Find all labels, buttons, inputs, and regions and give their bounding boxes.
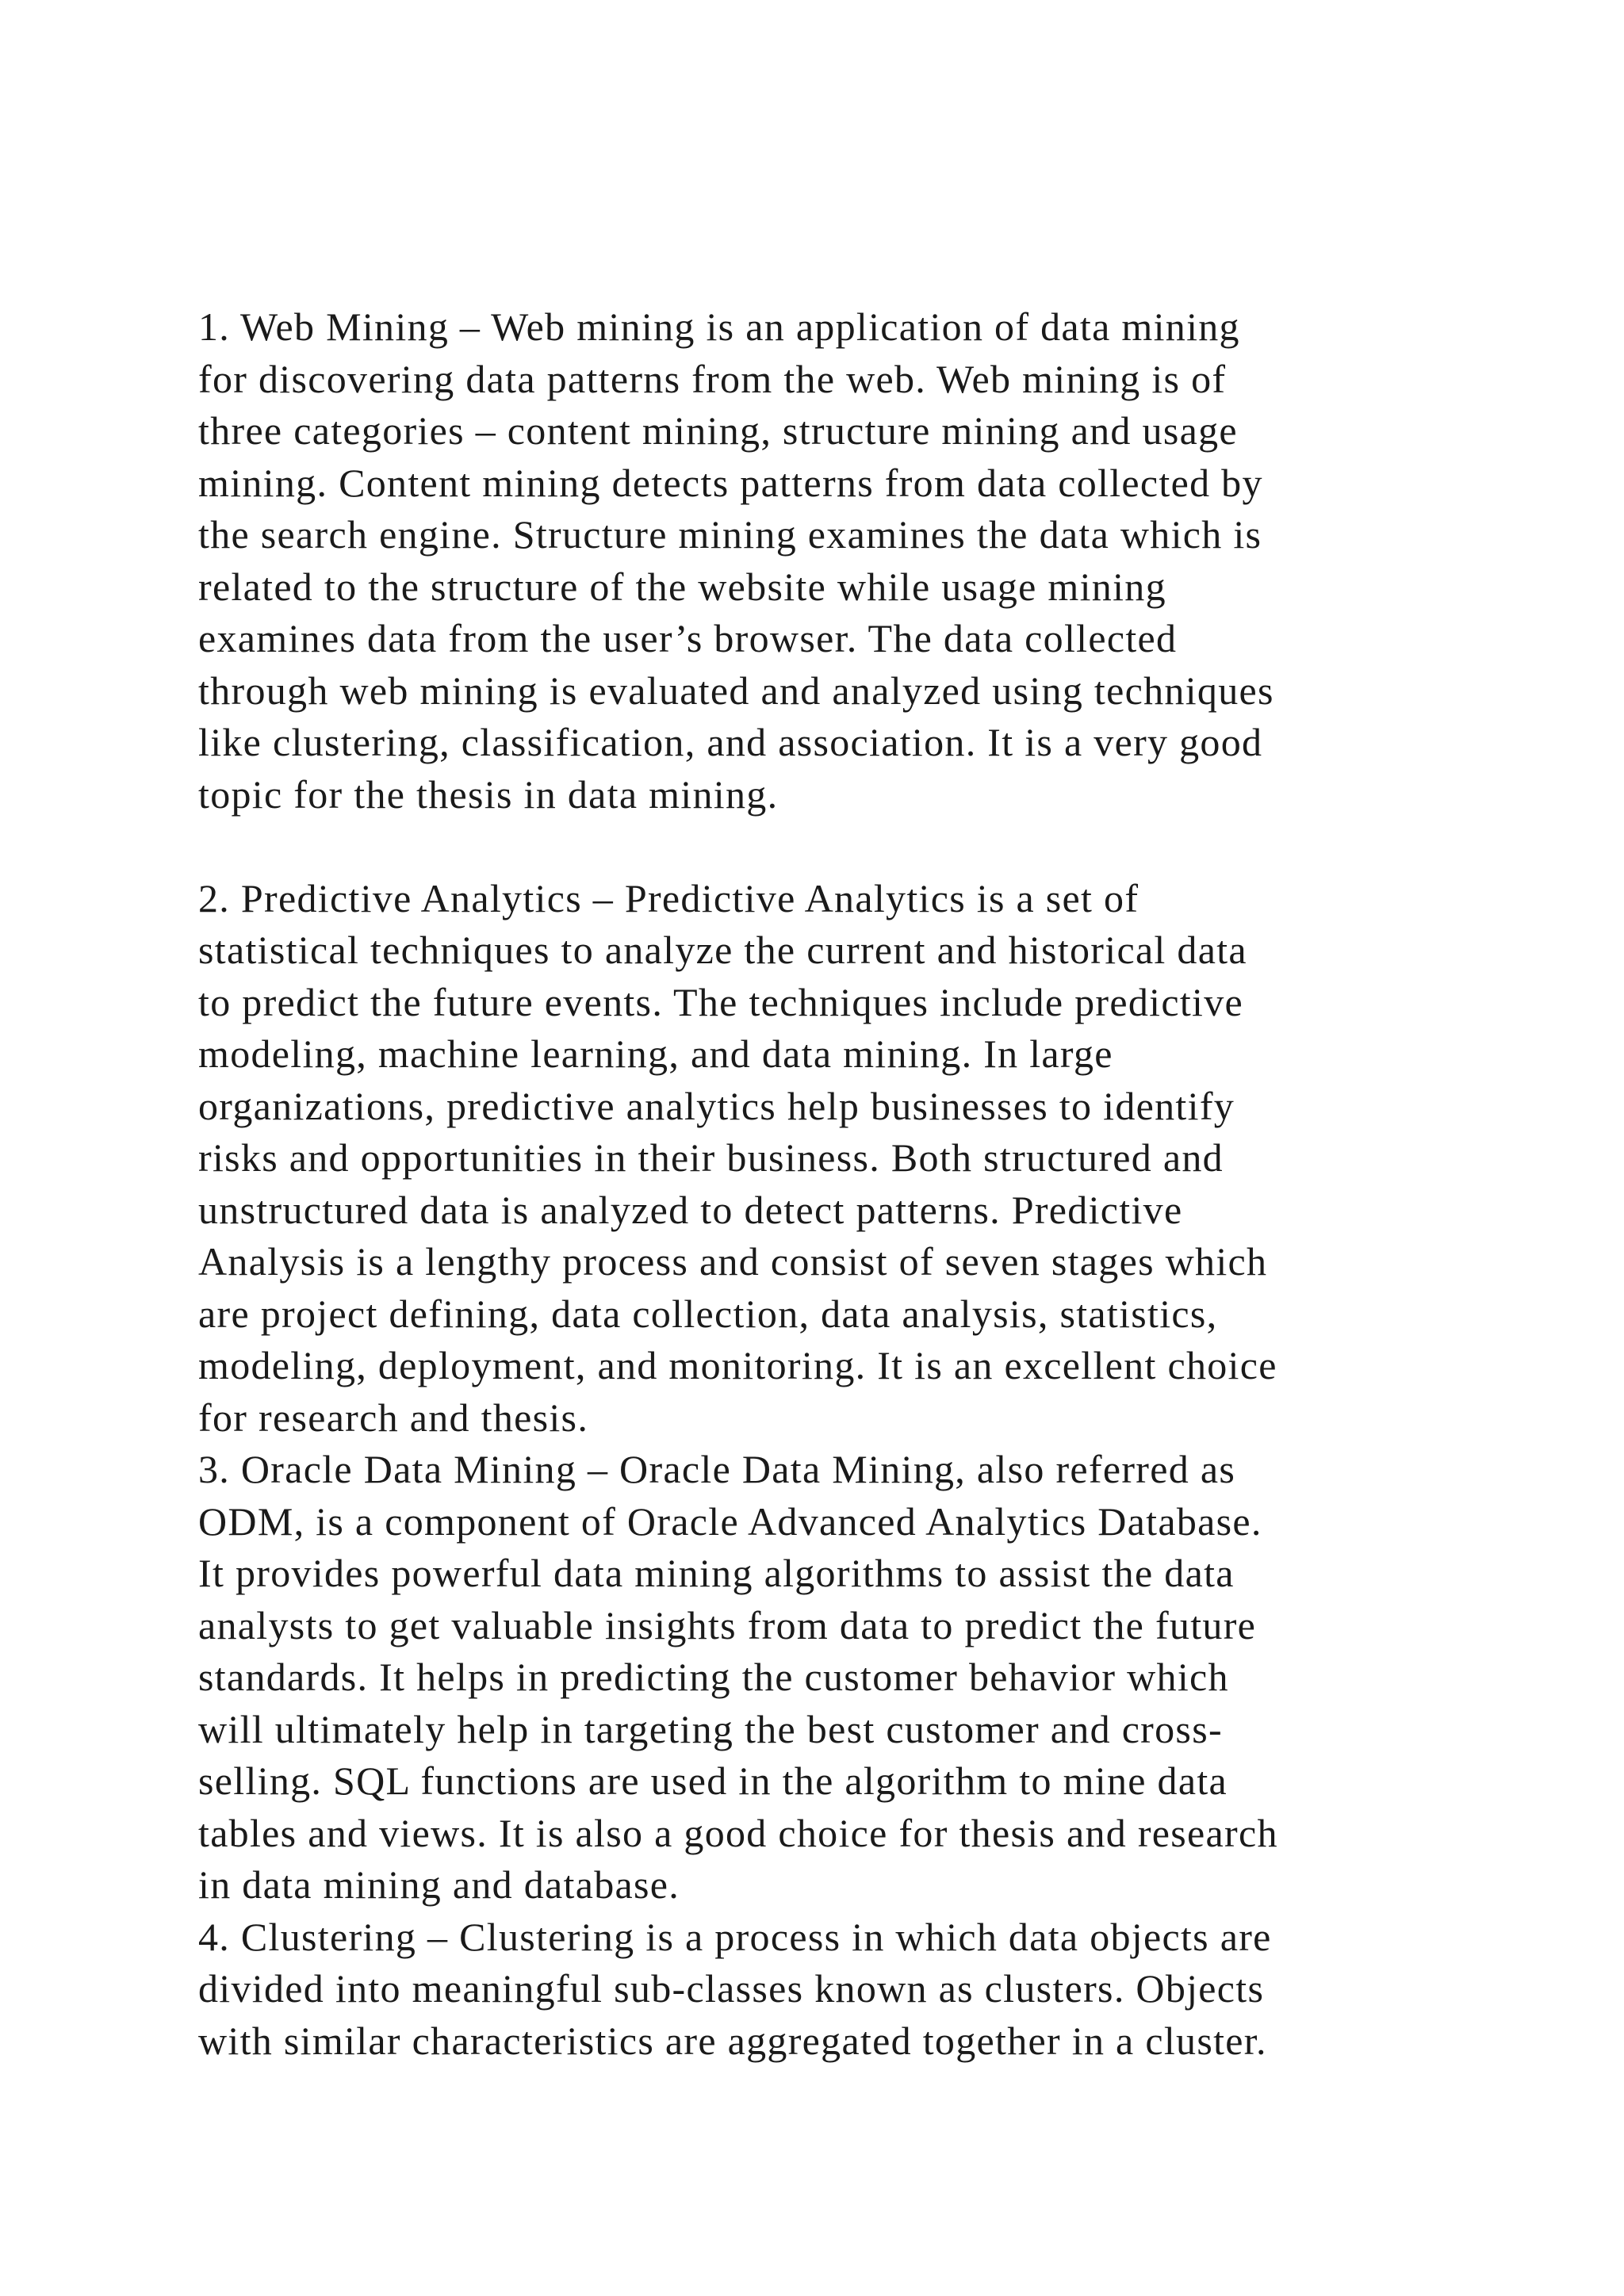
text-line: It provides powerful data mining algorithms to assist the data xyxy=(198,1551,1235,1595)
text-line: analysts to get valuable insights from data to predict the future xyxy=(198,1602,1257,1647)
text-line: 4. Clustering – Clustering is a process in which data objects are xyxy=(198,1914,1272,1959)
text-line: selling. SQL functions are used in the algorithm to mine data xyxy=(198,1758,1228,1803)
text-line: risks and opportunities in their business. Both structured and xyxy=(198,1135,1224,1180)
text-line: 3. Oracle Data Mining – Oracle Data Mining, also referred as xyxy=(198,1447,1236,1491)
text-line: in data mining and database. xyxy=(198,1862,680,1907)
text-line: mining. Content mining detects patterns from data collected by xyxy=(198,460,1263,505)
text-line: the search engine. Structure mining examines the data which is xyxy=(198,512,1262,557)
text-line: will ultimately help in targeting the best customer and cross- xyxy=(198,1706,1223,1751)
blank-line xyxy=(198,821,1483,873)
text-line: topic for the thesis in data mining. xyxy=(198,771,779,817)
text-line: statistical techniques to analyze the current and historical data xyxy=(198,928,1247,972)
text-line: modeling, machine learning, and data mining. In large xyxy=(198,1031,1113,1076)
text-line: three categories – content mining, structure mining and usage xyxy=(198,408,1238,453)
text-line: Analysis is a lengthy process and consist of seven stages which xyxy=(198,1239,1268,1284)
text-line: for research and thesis. xyxy=(198,1395,589,1440)
text-line: for discovering data patterns from the web. Web mining is of xyxy=(198,356,1227,401)
text-line: divided into meaningful sub-classes known as clusters. Objects xyxy=(198,1966,1265,2011)
text-line: 1. Web Mining – Web mining is an application of data mining xyxy=(198,304,1240,349)
text-line: ODM, is a component of Oracle Advanced Analytics Database. xyxy=(198,1498,1262,1544)
text-line: tables and views. It is also a good choice for thesis and research xyxy=(198,1810,1278,1855)
text-line: with similar characteristics are aggregated together in a cluster. xyxy=(198,2018,1267,2063)
text-line: through web mining is evaluated and analyzed using techniques xyxy=(198,668,1274,713)
text-line: to predict the future events. The techniques include predictive xyxy=(198,979,1244,1024)
text-line: 2. Predictive Analytics – Predictive Analytics is a set of xyxy=(198,875,1139,920)
text-line: organizations, predictive analytics help businesses to identify xyxy=(198,1083,1235,1128)
text-line: related to the structure of the website while usage mining xyxy=(198,564,1166,609)
text-line: like clustering, classification, and association. It is a very good xyxy=(198,720,1263,764)
text-line: modeling, deployment, and monitoring. It is an excellent choice xyxy=(198,1343,1277,1387)
document-body xyxy=(198,301,1483,2067)
text-line: unstructured data is analyzed to detect patterns. Predictive xyxy=(198,1187,1183,1232)
text-line: standards. It helps in predicting the customer behavior which xyxy=(198,1655,1229,1699)
text-line: examines data from the user’s browser. The data collected xyxy=(198,616,1178,660)
text-line: are project defining, data collection, data analysis, statistics, xyxy=(198,1291,1218,1336)
